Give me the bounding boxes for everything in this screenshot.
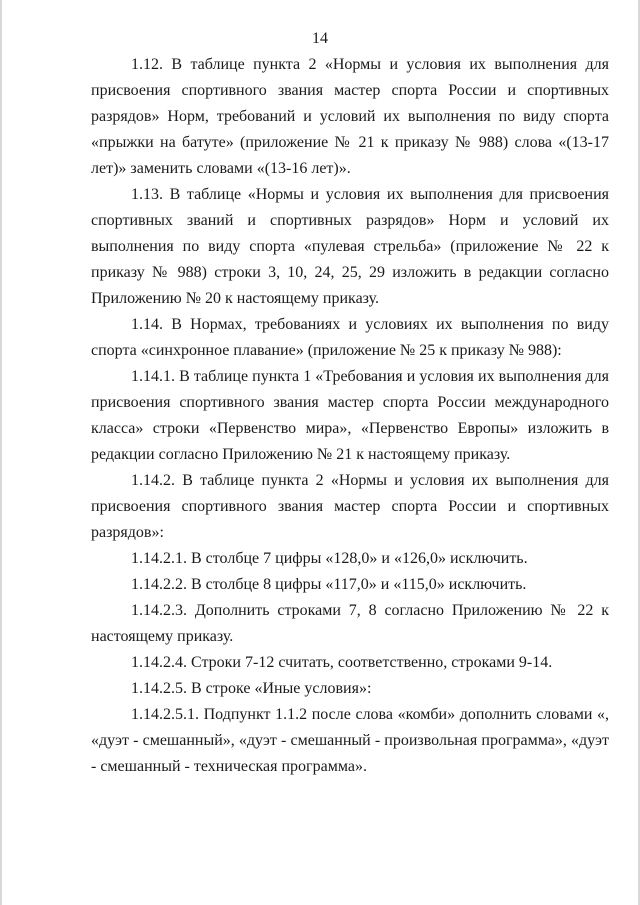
paragraph-1-14-2-3: 1.14.2.3. Дополнить строками 7, 8 согласно Приложению № 22 к настоящему приказу.: [91, 602, 609, 645]
paragraph-1-14-2-4: 1.14.2.4. Строки 7-12 считать, соответственно, строками 9-14.: [131, 654, 553, 671]
paragraph-1-14-2-5-1: 1.14.2.5.1. Подпункт 1.1.2 после слова «комби» дополнить словами «, «дуэт - смешанный», «дуэт - смешанный - произвольная программа», «дуэт - смешанный - техническая программа».: [91, 706, 609, 775]
paragraph-1-13: 1.13. В таблице «Нормы и условия их выполнения для присвоения спортивных званий и спортивных разрядов» Норм и условий их выполнения по виду спорта «пулевая стрельба» (приложение № 22 к приказу № 988) строки 3, 10, 24, 25, 29 изложить в редакции согласно Приложению № 20 к настоящему приказу.: [91, 186, 609, 307]
paragraph-1-14: 1.14. В Нормах, требованиях и условиях их выполнения по виду спорта «синхронное плавание» (приложение № 25 к приказу № 988):: [91, 316, 609, 359]
paragraph-1-14-1: 1.14.1. В таблице пункта 1 «Требования и условия их выполнения для присвоения спортивного звания мастер спорта России международного класса» строки «Первенство мира», «Первенство Европы» изложить в редакции согласно Приложению № 21 к настоящему приказу.: [91, 368, 609, 463]
paragraph-1-14-2-5: 1.14.2.5. В строке «Иные условия»:: [131, 680, 372, 697]
paragraph-1-14-2: 1.14.2. В таблице пункта 2 «Нормы и условия их выполнения для присвоения спортивного звания мастер спорта России и спортивных разрядов»:: [91, 472, 609, 541]
paragraph-1-12: 1.12. В таблице пункта 2 «Нормы и условия их выполнения для присвоения спортивного звания мастер спорта России и спортивных разрядов» Норм, требований и условий их выполнения по виду спорта «прыжки на батуте» (приложение № 21 к приказу № 988) слова «(13-17 лет)» заменить словами «(13-16 лет)».: [91, 56, 609, 177]
page-number: 14: [312, 30, 328, 47]
scan-edge-left: [0, 0, 2, 905]
paragraph-1-14-2-1: 1.14.2.1. В столбце 7 цифры «128,0» и «126,0» исключить.: [131, 550, 528, 567]
document-body: [91, 52, 609, 780]
paragraph-1-14-2-2: 1.14.2.2. В столбце 8 цифры «117,0» и «115,0» исключить.: [131, 576, 527, 593]
